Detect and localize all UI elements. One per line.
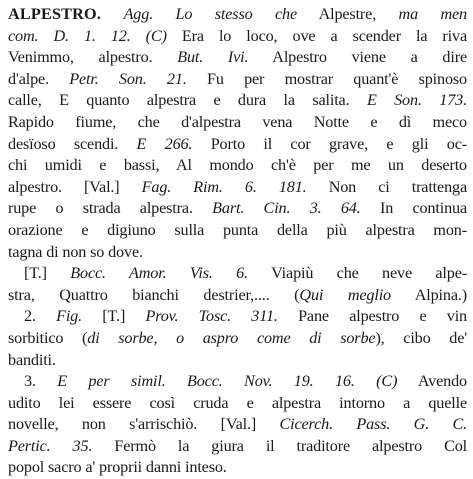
italic-reference: Bocc. Amor. Vis. 6. [70, 264, 249, 283]
text-segment: rupe o strada alpestra. [8, 199, 213, 218]
text-line [8, 457, 467, 479]
italic-reference: Agg. Lo stesso che [123, 5, 298, 23]
text-line [8, 198, 467, 220]
text-segment: Fu per mostrar quant'è spinoso [186, 69, 467, 88]
text-segment: alpestro. [Val.] [8, 177, 142, 196]
italic-reference: Cicerch. Pass. G. C. [279, 415, 467, 434]
text-segment: Rapido fiume, che d'alpestra vena Notte e dì meco [8, 112, 467, 131]
italic-reference: Bart. Cin. 3. 64. [212, 199, 361, 218]
italic-reference: E 266. [136, 134, 193, 153]
text-segment: Alpestro viene a dire [248, 48, 467, 67]
text-segment: [T.] [24, 264, 71, 283]
text-segment: 3. [24, 372, 58, 391]
text-line [8, 112, 467, 134]
text-segment: Alpina.) [391, 285, 467, 304]
text-segment: novelle, non s'arrischiò. [Val.] [8, 415, 280, 434]
text-segment: orazione e digiuno sulla punta della più alpestra mon- [8, 220, 467, 239]
text-line [8, 134, 467, 156]
text-segment: sorbitico ( [8, 328, 88, 347]
text-line [8, 90, 467, 112]
text-line [8, 285, 467, 307]
entry-sense-2-paragraph [8, 306, 467, 371]
text-line [8, 155, 467, 177]
text-segment: Avendo [397, 372, 467, 391]
text-segment: Alpestre, [297, 5, 399, 23]
italic-reference: Qui meglio [299, 285, 391, 304]
italic-reference: di sorbe, o aspro come di sorbe [87, 328, 376, 347]
entry-definition-paragraph [8, 4, 467, 263]
italic-reference: E Son. 173. [366, 91, 467, 110]
text-line [8, 220, 467, 242]
text-line [8, 393, 467, 415]
text-segment [101, 5, 123, 23]
text-segment: popol sacro a' proprii danni inteso. [8, 458, 227, 477]
text-segment: desïoso scendi. [8, 134, 137, 153]
text-segment: ), cibo de' [375, 328, 467, 347]
italic-reference: com. D. 1. 12. (C) [8, 26, 167, 45]
headword: ALPESTRO. [8, 5, 102, 23]
text-segment: calle, E quanto alpestra e dura la salita. [8, 91, 367, 110]
text-segment: Non ci trattenga [306, 177, 467, 196]
italic-reference: Fig. [56, 307, 83, 326]
italic-reference: Petr. Son. 21. [69, 69, 187, 88]
text-segment: stra, Quattro bianchi destrier,.... ( [8, 285, 300, 304]
text-segment: chi umidi e bassi, [8, 156, 160, 175]
text-segment: udito lei essere così cruda e alpestra intorno a quelle [8, 393, 467, 412]
text-segment: Porto il cor grave, e gli oc- [192, 134, 467, 153]
text-segment: In continua [360, 199, 467, 218]
text-line [8, 69, 467, 91]
entry-sense-3-paragraph [8, 371, 467, 479]
text-line [8, 26, 467, 48]
entry-citation-paragraph [8, 263, 467, 306]
text-line [8, 177, 467, 199]
italic-reference: But. Ivi. [177, 48, 249, 67]
italic-reference: Fag. Rim. 6. 181. [141, 177, 307, 196]
text-line [8, 263, 467, 285]
text-line [8, 306, 467, 328]
text-line [8, 414, 467, 436]
text-line [8, 350, 467, 372]
text-line [8, 4, 467, 26]
italic-reference: Prov. Tosc. 311. [145, 307, 278, 326]
text-segment: Venimmo, alpestro. [8, 48, 178, 67]
text-line [8, 328, 467, 350]
text-segment: Pane alpestro e vin [277, 307, 467, 326]
text-line [8, 371, 467, 393]
text-segment: d'alpe. [8, 69, 70, 88]
italic-reference: Pertic. 35. [8, 436, 93, 455]
text-segment: [T.] [82, 307, 146, 326]
text-line [8, 436, 467, 458]
italic-reference: E per simil. Bocc. Nov. 19. 16. (C) [57, 372, 398, 391]
text-segment: Era lo loco, ove a scender la riva [166, 26, 467, 45]
text-segment: 2. [24, 307, 57, 326]
text-segment: tagna di non so dove. [8, 242, 143, 261]
italic-reference: ma men [398, 5, 467, 23]
text-line [8, 47, 467, 69]
text-line [8, 242, 467, 264]
text-segment: Fermò la giura il traditore alpestro Col [92, 436, 467, 455]
text-segment: Al mondo ch'è per me un deserto [159, 156, 467, 175]
text-segment: banditi. [8, 350, 56, 369]
text-segment: Viapiù che neve alpe- [248, 264, 467, 283]
